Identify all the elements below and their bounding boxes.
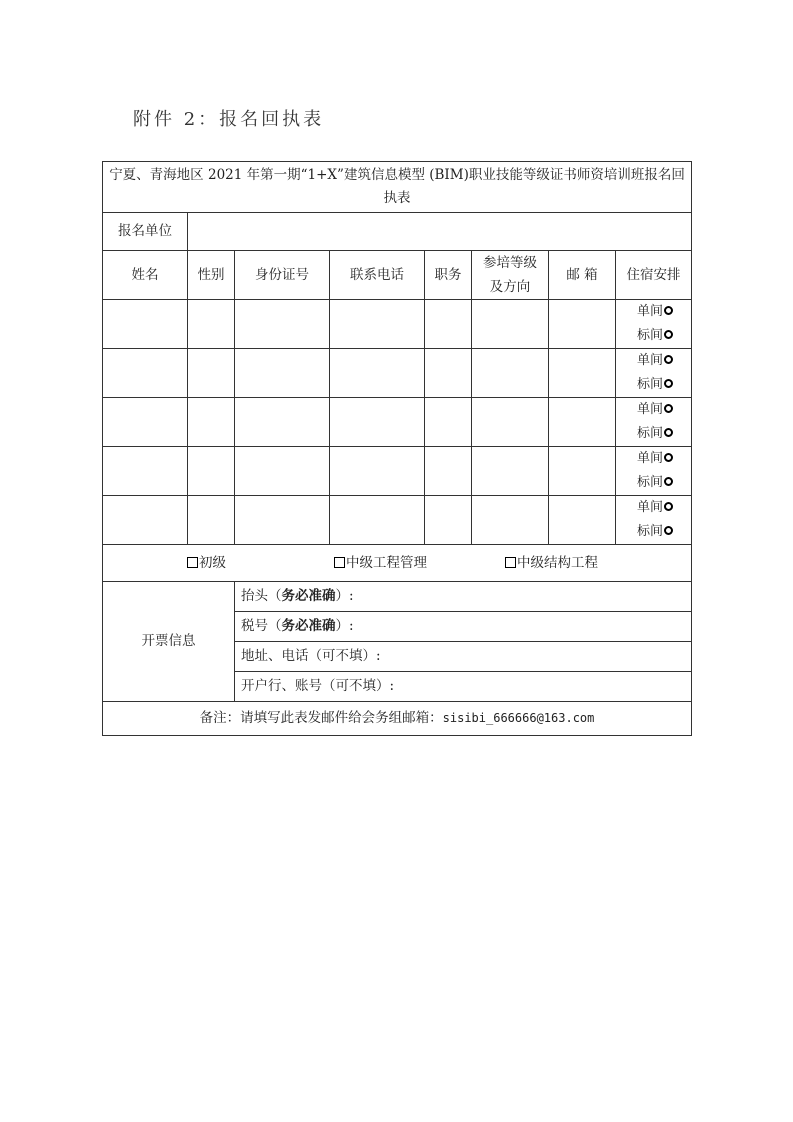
position-cell[interactable] xyxy=(425,447,472,496)
registration-form-table xyxy=(102,161,692,736)
twin-room-option[interactable] xyxy=(637,524,673,539)
checkbox-icon[interactable] xyxy=(187,557,198,568)
label-suffix: ）: xyxy=(335,588,354,605)
id-cell[interactable] xyxy=(235,398,330,447)
radio-ring-icon[interactable] xyxy=(664,477,673,486)
twin-room-label: 标间 xyxy=(637,524,664,539)
gender-cell[interactable] xyxy=(188,349,235,398)
single-room-option[interactable] xyxy=(637,402,673,417)
address-phone-field[interactable]: 地址、电话（可不填）: xyxy=(235,642,692,672)
gender-cell[interactable] xyxy=(188,496,235,545)
level-cell[interactable] xyxy=(472,300,549,349)
col-header-email: 邮 箱 xyxy=(549,251,616,300)
phone-cell[interactable] xyxy=(330,300,425,349)
accommodation-cell xyxy=(616,398,692,447)
level-cell[interactable] xyxy=(472,349,549,398)
id-cell[interactable] xyxy=(235,300,330,349)
level-structure-label: 中级结构工程 xyxy=(517,554,598,571)
twin-room-option[interactable] xyxy=(637,377,673,392)
invoice-header-label: 抬头（ xyxy=(241,588,282,605)
twin-room-label: 标间 xyxy=(637,377,664,392)
single-room-option[interactable] xyxy=(637,353,673,368)
twin-room-option[interactable] xyxy=(637,426,673,441)
table-row xyxy=(103,349,692,398)
single-room-label: 单间 xyxy=(637,304,664,319)
single-room-option[interactable] xyxy=(637,500,673,515)
checkbox-icon[interactable] xyxy=(334,557,345,568)
invoice-label: 开票信息 xyxy=(103,582,235,702)
radio-ring-icon[interactable] xyxy=(664,306,673,315)
name-cell[interactable] xyxy=(103,300,188,349)
table-row xyxy=(103,398,692,447)
level-option-basic[interactable] xyxy=(187,552,226,575)
email-cell[interactable] xyxy=(549,300,616,349)
radio-ring-icon[interactable] xyxy=(664,428,673,437)
radio-ring-icon[interactable] xyxy=(664,355,673,364)
invoice-header-field[interactable] xyxy=(235,582,692,612)
page-heading: 附件 2：报名回执表 xyxy=(133,109,325,130)
twin-room-label: 标间 xyxy=(637,426,664,441)
single-room-label: 单间 xyxy=(637,451,664,466)
col-header-level xyxy=(472,251,549,300)
email-cell[interactable] xyxy=(549,349,616,398)
single-room-label: 单间 xyxy=(637,353,664,368)
radio-ring-icon[interactable] xyxy=(664,330,673,339)
gender-cell[interactable] xyxy=(188,300,235,349)
tax-id-label: 税号（ xyxy=(241,618,282,635)
position-cell[interactable] xyxy=(425,398,472,447)
phone-cell[interactable] xyxy=(330,496,425,545)
level-option-intermediate-structure[interactable] xyxy=(505,552,598,575)
required-note: 务必准确 xyxy=(281,618,336,635)
level-cell[interactable] xyxy=(472,398,549,447)
note-label: 备注：请填写此表发邮件给会务组邮箱： xyxy=(199,710,443,727)
phone-cell[interactable] xyxy=(330,349,425,398)
unit-label: 报名单位 xyxy=(103,213,188,251)
radio-ring-icon[interactable] xyxy=(664,502,673,511)
level-basic-label: 初级 xyxy=(199,554,226,571)
col-header-phone: 联系电话 xyxy=(330,251,425,300)
radio-ring-icon[interactable] xyxy=(664,379,673,388)
name-cell[interactable] xyxy=(103,349,188,398)
email-cell[interactable] xyxy=(549,496,616,545)
required-note: 务必准确 xyxy=(281,588,336,605)
note-email[interactable]: sisibi_666666@163.com xyxy=(442,711,595,726)
name-cell[interactable] xyxy=(103,447,188,496)
level-cell[interactable] xyxy=(472,447,549,496)
col-header-name: 姓名 xyxy=(103,251,188,300)
twin-room-label: 标间 xyxy=(637,328,664,343)
checkbox-icon[interactable] xyxy=(505,557,516,568)
single-room-option[interactable] xyxy=(637,304,673,319)
bank-account-field[interactable]: 开户行、账号（可不填）: xyxy=(235,672,692,702)
radio-ring-icon[interactable] xyxy=(664,453,673,462)
email-cell[interactable] xyxy=(549,447,616,496)
tax-id-field[interactable] xyxy=(235,612,692,642)
note-row xyxy=(103,702,692,736)
level-cell[interactable] xyxy=(472,496,549,545)
accommodation-cell xyxy=(616,349,692,398)
col-header-level-line1: 参培等级 xyxy=(483,255,537,271)
col-header-id: 身份证号 xyxy=(235,251,330,300)
table-row xyxy=(103,496,692,545)
twin-room-option[interactable] xyxy=(637,475,673,490)
phone-cell[interactable] xyxy=(330,447,425,496)
radio-ring-icon[interactable] xyxy=(664,404,673,413)
gender-cell[interactable] xyxy=(188,398,235,447)
table-row xyxy=(103,447,692,496)
radio-ring-icon[interactable] xyxy=(664,526,673,535)
accommodation-cell xyxy=(616,496,692,545)
accommodation-cell xyxy=(616,300,692,349)
unit-input[interactable] xyxy=(188,213,692,251)
col-header-position: 职务 xyxy=(425,251,472,300)
id-cell[interactable] xyxy=(235,496,330,545)
position-cell[interactable] xyxy=(425,349,472,398)
name-cell[interactable] xyxy=(103,496,188,545)
level-selection-row xyxy=(103,545,692,582)
id-cell[interactable] xyxy=(235,447,330,496)
col-header-level-line2: 及方向 xyxy=(489,279,531,295)
form-title: 宁夏、青海地区 2021 年第一期“1+X”建筑信息模型 (BIM)职业技能等级证书师资培训班报名回执表 xyxy=(103,162,692,213)
email-cell[interactable] xyxy=(549,398,616,447)
gender-cell[interactable] xyxy=(188,447,235,496)
single-room-label: 单间 xyxy=(637,500,664,515)
col-header-gender: 性别 xyxy=(188,251,235,300)
twin-room-option[interactable] xyxy=(637,328,673,343)
position-cell[interactable] xyxy=(425,300,472,349)
position-cell[interactable] xyxy=(425,496,472,545)
label-suffix: ）: xyxy=(335,618,354,635)
col-header-accommodation: 住宿安排 xyxy=(616,251,692,300)
phone-cell[interactable] xyxy=(330,398,425,447)
id-cell[interactable] xyxy=(235,349,330,398)
level-option-intermediate-management[interactable] xyxy=(334,552,427,575)
table-row xyxy=(103,300,692,349)
name-cell[interactable] xyxy=(103,398,188,447)
accommodation-cell xyxy=(616,447,692,496)
level-management-label: 中级工程管理 xyxy=(346,554,427,571)
single-room-label: 单间 xyxy=(637,402,664,417)
single-room-option[interactable] xyxy=(637,451,673,466)
twin-room-label: 标间 xyxy=(637,475,664,490)
